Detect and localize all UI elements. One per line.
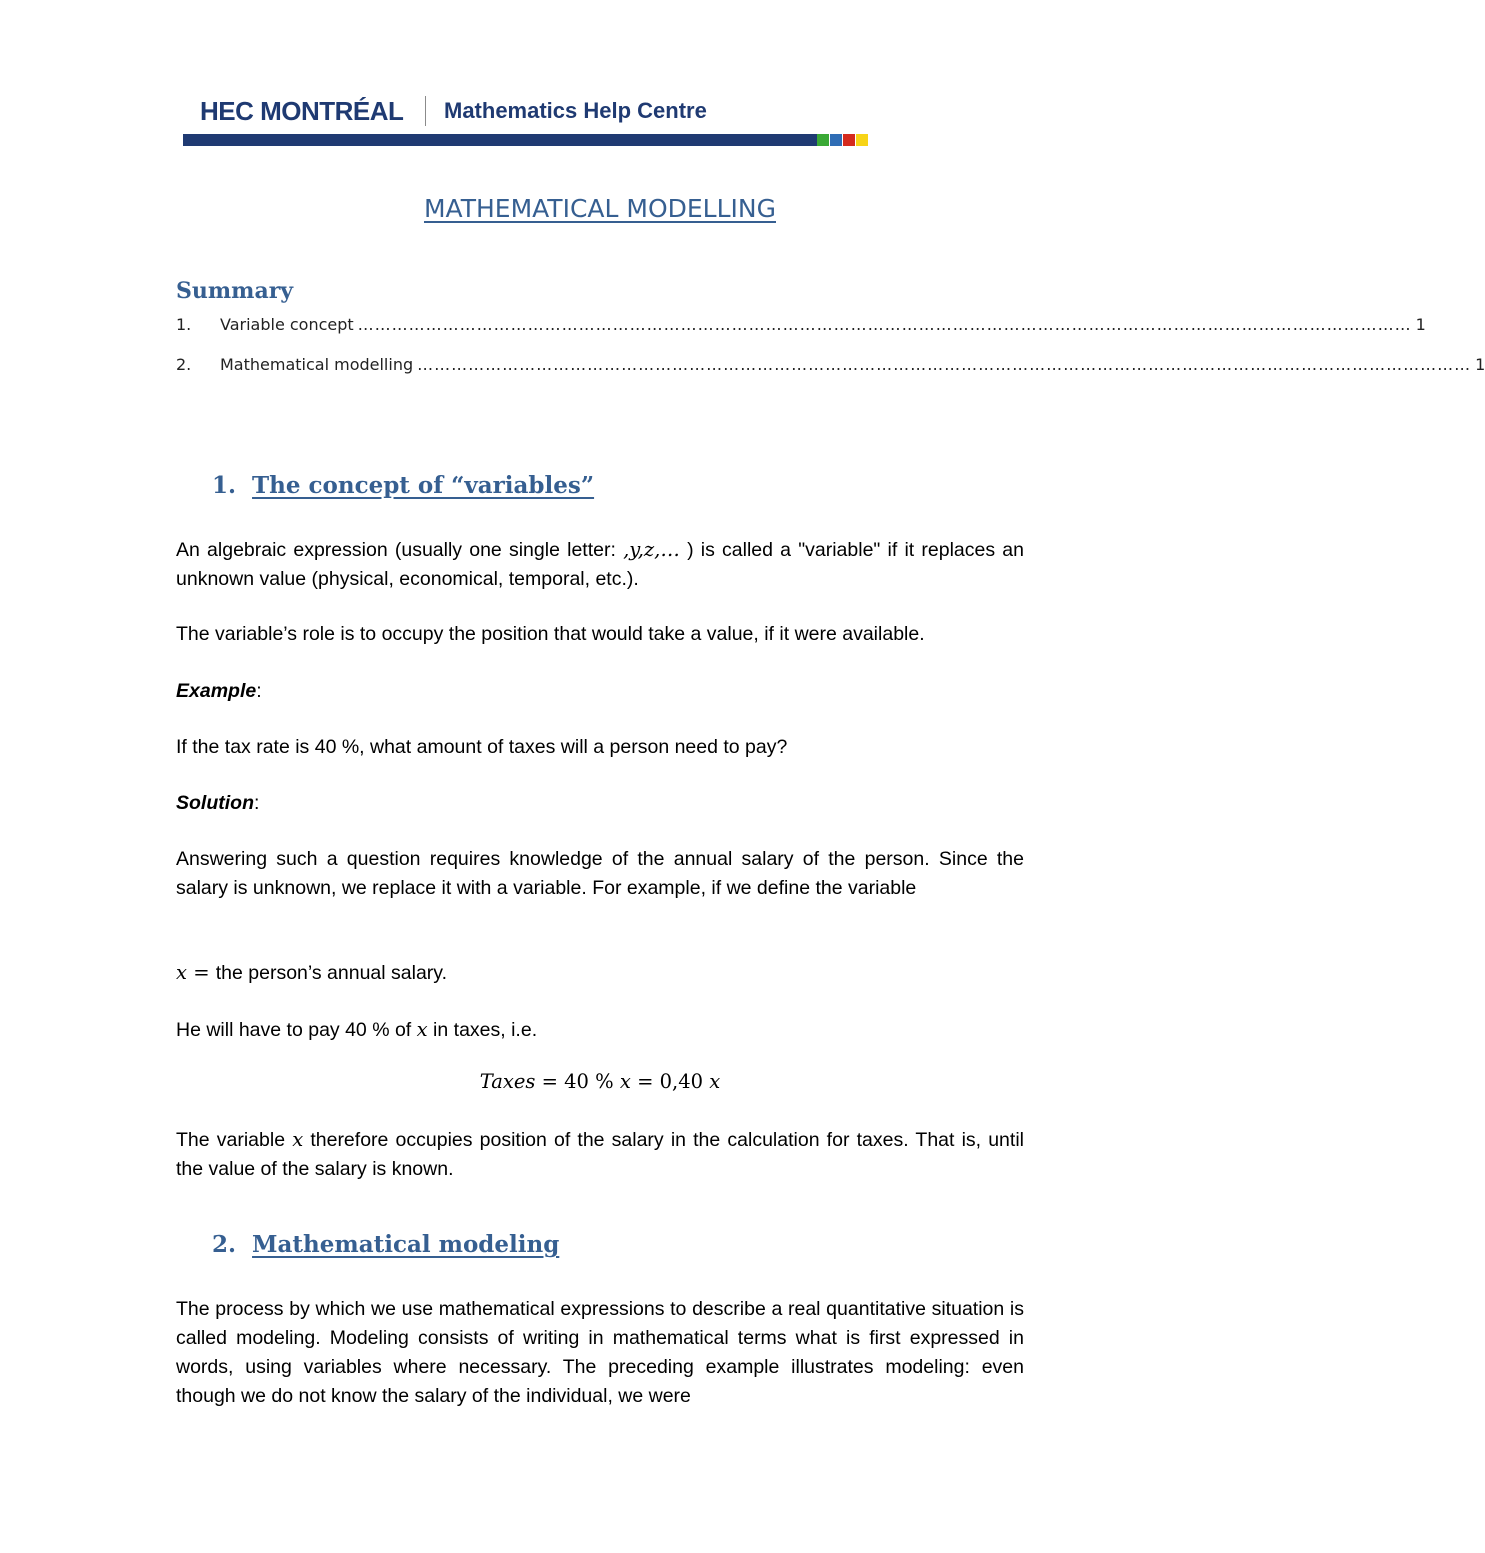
page-title: MATHEMATICAL MODELLING — [423, 194, 776, 223]
summary-heading: Summary — [176, 278, 294, 304]
toc-entry-2[interactable] — [176, 355, 1485, 377]
header-separator — [425, 96, 426, 126]
toc-leader: …………………………………………………………………………………………………………………………………………………………………… — [357, 315, 1412, 334]
header-accent-yellow — [856, 134, 868, 146]
section-2-heading — [212, 1231, 559, 1258]
toc-page-number: 1 — [1415, 315, 1426, 334]
toc-label: Variable concept — [220, 315, 354, 334]
variable-definition: x = the person’s annual salary. — [176, 961, 448, 984]
hec-montreal-logo: HEC MONTRÉAL — [200, 96, 404, 126]
toc-entry-1[interactable] — [176, 315, 1426, 337]
toc-leader: …………………………………………………………………………………………………………………………………………………………………… — [417, 355, 1472, 374]
toc-number: 1. — [176, 315, 192, 334]
header-accent-green — [817, 134, 829, 146]
paragraph-solution: Answering such a question requires knowledge of the annual salary of the person. Since the salary is unknown, we replace it with a variable. For example, if we define the variable — [176, 848, 1024, 899]
paragraph-variable-role: The variable’s role is to occupy the position that would take a value, if it were available. — [176, 623, 925, 645]
section-number: 1. — [212, 472, 237, 499]
tax-equation: Taxes = 40 % x = 0,40 x — [479, 1070, 721, 1093]
toc-number: 2. — [176, 355, 192, 374]
paragraph-conclusion: The variable x therefore occupies position of the salary in the calculation for taxes. That is, until the value of the salary is known. — [176, 1128, 1024, 1180]
header-accent-red — [843, 134, 855, 146]
paragraph-taxes: He will have to pay 40 % of x in taxes, i.e. — [176, 1018, 538, 1041]
example-question: If the tax rate is 40 %, what amount of taxes will a person need to pay? — [176, 736, 788, 758]
paragraph-modeling: The process by which we use mathematical expressions to describe a real quantitative situation is called modeling. Modeling consists of writing in mathematical terms what is first expressed in words, using variables where necessary. The preceding example illustrates modeling: even though we do not know the salary of the individual, we were — [176, 1298, 1024, 1407]
toc-label: Mathematical modelling — [220, 355, 414, 374]
section-title: The concept of “variables” — [252, 472, 595, 499]
solution-label: Solution: — [176, 792, 260, 814]
centre-name: Mathematics Help Centre — [444, 98, 707, 123]
header-accent-blue — [830, 134, 842, 146]
header-bar — [183, 134, 817, 146]
section-number: 2. — [212, 1231, 237, 1258]
section-title: Mathematical modeling — [252, 1231, 560, 1258]
toc-page-number: 1 — [1475, 355, 1485, 374]
section-1-heading — [212, 472, 594, 499]
paragraph-variable-definition: An algebraic expression (usually one single letter: ,y,z,… ) is called a "variable" if it replaces an unknown value (physical, economical, temporal, etc.). — [176, 538, 1024, 590]
example-label: Example: — [176, 680, 262, 702]
